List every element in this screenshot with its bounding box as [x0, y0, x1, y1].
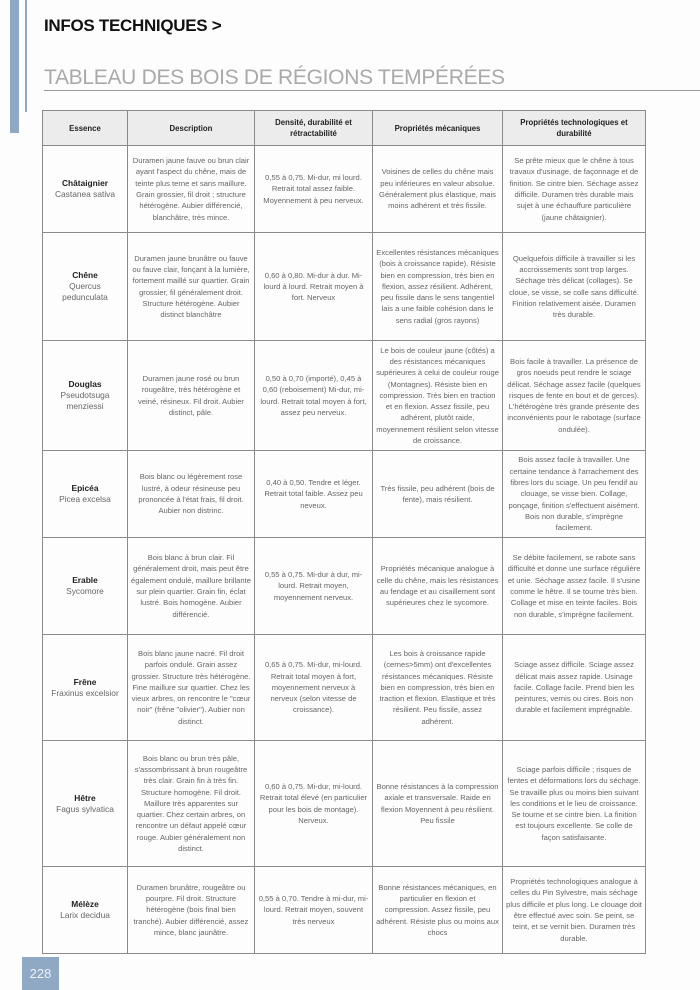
table-row [43, 341, 646, 451]
essence-name: Epicéa [71, 483, 99, 493]
essence-cell [43, 451, 128, 538]
essence-cell [43, 233, 128, 341]
technological-cell: Bois assez facile à travailler. Une certaine tendance à l'arrachement des fibres lors du sciage. Un peu fendif au clouage, se visse bien. Collage, ponçage, finition s'effectuent aisément. Bois non durable, s'imprègne facilement. [503, 451, 646, 538]
mechanical-cell: Bonne résistances à la compression axiale et transversale. Raide en flexion Moyennent à peu résilient. Peu fissile [373, 741, 503, 867]
description-cell: Duramen brunâtre, rougeâtre ou pourpre. Fil droit. Structure hétérogène (bois final bien tranché). Aubier différencié, assez mince, blanc jaunâtre. [128, 867, 255, 954]
description-cell: Bois blanc ou brun très pâle, s'assombrissant à brun rougeâtre très clair. Grain fin à très fin. Structure homogène. Fil droit. Maillure très apparentes sur quartier. Chez certain arbres, on rencontre un défaut appelé cœur rouge. Aubier généralement non distinct. [128, 741, 255, 867]
mechanical-cell: Propriétés mécanique analogue à celle du chêne, mais les résistances au fendage et au cisaillement sont supérieures chez le sycomore. [373, 538, 503, 635]
mechanical-cell: Les bois à croissance rapide (cernes>5mm) ont d'excellentes résistances mécaniques. Résiste bien en compression, très bien en traction et flexion. Elastique et très résilient. Peu fissile, assez adhérent. [373, 635, 503, 741]
density-cell: 0,50 à 0,70 (importé), 0,45 à 0,60 (reboisement) Mi-dur, mi-lourd. Retrait total moyen à fort, assez peu nerveux. [255, 341, 373, 451]
density-cell: 0,55 à 0,75. Mi-dur, mi lourd. Retrait total assez faible. Moyennement à peu nerveux. [255, 146, 373, 233]
technological-cell: Quelquefois difficile à travailler si les accroissements sont trop larges. Séchage très délicat (collages). Se cloue, se visse, se colle sans difficulté. Finition relativement aisée. Duramen très durable. [503, 233, 646, 341]
essence-cell [43, 341, 128, 451]
title-underline [44, 90, 700, 91]
density-cell: 0,60 à 0,80. Mi-dur à dur. Mi-lourd à lourd. Retrait moyen à fort. Nerveux [255, 233, 373, 341]
technological-cell: Se prête mieux que le chêne à tous travaux d'usinage, de façonnage et de finition. Se cintre bien. Séchage assez difficile. Duramen très durable mais sujet à une échauffure particulière (jaune châtaignier). [503, 146, 646, 233]
header-mechanical: Propriétés mécaniques [373, 111, 503, 146]
wood-table [42, 110, 646, 954]
essence-latin: Larix decidua [60, 910, 110, 920]
technological-cell: Sciage assez difficile. Sciage assez délicat mais assez rapide. Usinage facile. Collage facile. Prend bien les peintures, vernis ou cires. Bois non durable et facilement imprégnable. [503, 635, 646, 741]
essence-cell [43, 741, 128, 867]
technological-cell: Propriétés technologiques analogue à celles du Pin Sylvestre, mais séchage plus difficile et plus long. Le clouage doit être effectué avec soin. Se peint, se teint, et se vernit bien. Duramen très durable. [503, 867, 646, 954]
essence-name: Châtaignier [61, 178, 109, 188]
technological-cell: Bois facile à travailler. La présence de gros noeuds peut rendre le sciage délicat. Séchage assez facile (quelques risques de fente en bout et de gerces). L'hétérogène très grande présente des inconvénients pour le rabotage (surface ondulée). [503, 341, 646, 451]
essence-latin: Pseudotsuga menziessi [60, 390, 110, 411]
description-cell: Bois blanc à brun clair. Fil généralement droit, mais peut être également ondulé, maillure brillante sur plein quartier. Grain fin, éclat lustré. Bois homogène. Aubier différencié. [128, 538, 255, 635]
density-cell: 0,55 à 0,70. Tendre à mi-dur, mi-lourd. Retrait moyen, souvent très nerveux [255, 867, 373, 954]
essence-name: Hêtre [74, 792, 96, 803]
essence-cell [43, 867, 128, 954]
table-row [43, 146, 646, 233]
header-description: Description [128, 111, 255, 146]
essence-cell [43, 146, 128, 233]
density-cell: 0,40 à 0,50. Tendre et léger. Retrait total faible. Assez peu neveux. [255, 451, 373, 538]
density-cell: 0,60 à 0,75. Mi-dur, mi-lourd. Retrait total élevé (en particulier pour les bois de montage). Nerveux. [255, 741, 373, 867]
technological-cell: Sciage parfois difficile ; risques de fentes et déformations lors du séchage. Se travaille plus ou moins bien suivant les conditions et le lieu de croissance. Se tourne et se cintre bien. La finition est toujours excellente. Se colle de façon satisfaisante. [503, 741, 646, 867]
description-cell: Bois blanc ou légèrement rose lustré, à odeur résineuse peu prononcée à l'état frais, fil droit. Aubier non distrinc. [128, 451, 255, 538]
description-cell: Duramen jaune rosé ou brun rougeâtre, très hétérogène et veiné, résineux. Fil droit. Aubier distinct, pâle. [128, 341, 255, 451]
essence-name: Erable [72, 575, 98, 585]
essence-latin: Picea excelsa [59, 494, 111, 504]
table-row [43, 451, 646, 538]
essence-latin: Fraxinus excelsior [51, 687, 119, 698]
table-row [43, 635, 646, 741]
accent-bar-thin [25, 0, 27, 112]
essence-latin: Castanea sativa [54, 189, 116, 199]
essence-cell [43, 538, 128, 635]
table-row [43, 538, 646, 635]
header-technological: Propriétés technologiques et durabilité [503, 111, 646, 146]
mechanical-cell: Très fissile, peu adhérent (bois de fente), mais résilient. [373, 451, 503, 538]
table-row [43, 867, 646, 954]
density-cell: 0,55 à 0,75. Mi-dur à dur, mi-lourd. Retrait moyen, moyennement nerveux. [255, 538, 373, 635]
essence-name: Chêne [72, 270, 98, 280]
essence-name: Mélèze [71, 899, 99, 909]
mechanical-cell: Bonne résistances mécaniques, en particulier en flexion et compression. Assez fissile, peu adhérent. Résiste plus ou moins aux chocs [373, 867, 503, 954]
page-title: TABLEAU DES BOIS DE RÉGIONS TEMPÉRÉES [44, 66, 505, 89]
accent-bar [10, 0, 19, 133]
description-cell: Bois blanc jaune nacré. Fil droit parfois ondulé. Grain assez grossier. Structure très hétérogène. Fine maillure sur quartier. Chez les vieux arbres, on rencontre le "cœur noir" (frêne "olivier"). Aubier non distinct. [128, 635, 255, 741]
description-cell: Duramen jaune brunâtre ou fauve ou fauve clair, fonçant à la lumière, fortement maillé sur quartier. Grain grossier, fil généralement droit. Structure hétérogène. Aubier distinct blanchâtre [128, 233, 255, 341]
essence-latin: Sycomore [66, 586, 104, 596]
table-row [43, 233, 646, 341]
section-title: INFOS TECHNIQUES > [44, 16, 222, 35]
essence-latin: Quercus pedunculata [62, 281, 108, 302]
technological-cell: Se débite facilement, se rabote sans difficulté et donne une surface régulière et unie. Séchage assez facile. Il s'usine comme le hêtre. Il se tourne très bien. Collage et mise en teinte faciles. Bois non durable, s'imprègne facilement. [503, 538, 646, 635]
page-number: 228 [22, 957, 59, 990]
description-cell: Duramen jaune fauve ou brun clair ayant l'aspect du chêne, mais de teinte plus terne et sans maillure. Grain grossier, fil droit ; structure hétérogène. Aubier différencié, blanchâtre, très mince. [128, 146, 255, 233]
mechanical-cell: Le bois de couleur jaune (côtés) a des résistances mécaniques supérieures à celui de couleur rouge (Montagnes). Résiste bien en compression. Très bien en traction et en flexion. Assez fissile, peu adhérent, plutôt raide, moyennement résilient selon vitesse de croissance. [373, 341, 503, 451]
essence-cell [43, 635, 128, 741]
essence-name: Frêne [73, 676, 97, 687]
density-cell: 0,65 à 0,75. Mi-dur, mi-lourd. Retrait total moyen à fort, moyennement nerveux à nerveux (selon vitesse de croissance). [255, 635, 373, 741]
mechanical-cell: Voisines de celles du chêne mais peu inférieures en valeur absolue. Généralement plus élastique, mais moins adhérent et très fissile. [373, 146, 503, 233]
header-essence: Essence [43, 111, 128, 146]
essence-latin: Fagus sylvatica [56, 803, 114, 814]
table-row [43, 741, 646, 867]
header-density: Densité, durabilité et rétractabilité [255, 111, 373, 146]
table-header-row [43, 111, 646, 146]
essence-name: Douglas [68, 379, 102, 389]
mechanical-cell: Excellentes résistances mécaniques (bois à croissance rapide). Résiste bien en compression, très bien en flexion, assez résilient. Adhérent, peu fissile dans le sens tangentiel lais a une faible cohésion dans le sens radial (gros rayons) [373, 233, 503, 341]
